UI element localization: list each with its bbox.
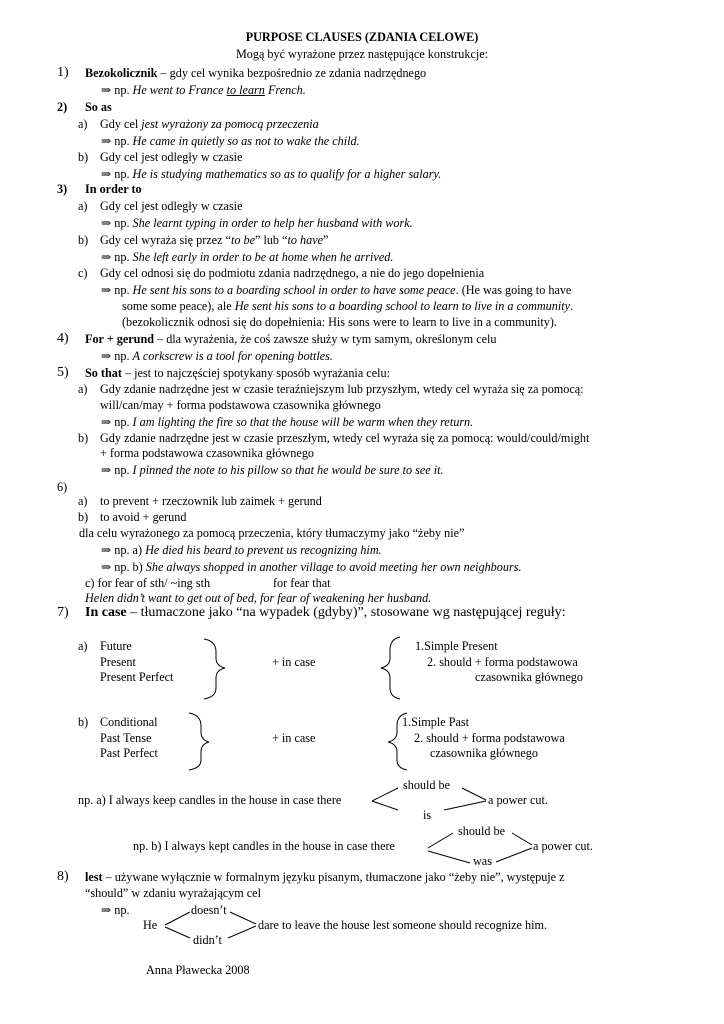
section-1-example: ⇒ np. He went to France to learn French.: [101, 83, 306, 97]
section-7a-right-1: 1.Simple Present: [415, 639, 498, 653]
section-7-example-a-bottom: is: [423, 808, 432, 822]
section-2-heading: So as: [85, 100, 112, 114]
section-7b-left-2: Past Tense: [100, 731, 152, 745]
section-7b-label: b): [78, 715, 89, 729]
line-lest-down: [165, 927, 190, 938]
line-lest-down-r: [228, 926, 256, 938]
brace-7a-left: [204, 639, 225, 699]
section-3b-example: ⇒ np. She left early in order to be at home when he arrived.: [101, 250, 394, 264]
section-2b-label: b): [78, 150, 89, 164]
section-2a-label: a): [78, 117, 88, 131]
section-7b-in-case: + in case: [272, 731, 316, 745]
line-b-up-r: [512, 833, 532, 845]
section-7a-label: a): [78, 639, 88, 653]
section-8-number: 8): [57, 869, 69, 884]
section-6a-label: a): [78, 494, 88, 508]
section-5b-text-1: Gdy zdanie nadrzędne jest w czasie przeszłym, wtedy cel wyraża się za pomocą: would/could/might: [100, 431, 590, 445]
section-7-example-b-bottom: was: [473, 854, 492, 868]
line-a-down-r: [444, 801, 486, 810]
line-a-up-r: [462, 788, 486, 800]
brace-7b-left: [189, 713, 209, 770]
section-5-heading: So that – jest to najczęściej spotykany sposób wyrażania celu:: [85, 366, 390, 380]
arrow-icon: ⇒: [101, 349, 112, 363]
section-3a-text: Gdy cel jest odległy w czasie: [100, 199, 243, 213]
arrow-icon: ⇒: [101, 83, 112, 97]
arrow-icon: ⇒: [101, 250, 112, 264]
section-7-example-a-end: a power cut.: [488, 793, 548, 807]
line-b-up: [428, 833, 453, 848]
section-6-number: 6): [57, 480, 68, 494]
section-7a-in-case: + in case: [272, 655, 316, 669]
arrow-icon: ⇒: [101, 903, 112, 917]
section-7-example-a-top: should be: [403, 778, 451, 792]
section-3c-example-3: (bezokolicznik odnosi się do dopełnienia: His sons were to learn to live in a community).: [122, 315, 557, 329]
section-5b-example: ⇒ np. I pinned the note to his pillow so that he would be sure to see it.: [101, 463, 444, 477]
section-3a-label: a): [78, 199, 88, 213]
arrow-icon: ⇒: [101, 283, 112, 297]
section-2b-text: Gdy cel jest odległy w czasie: [100, 150, 243, 164]
section-6c-text-2: for fear that: [273, 576, 331, 590]
arrow-icon: ⇒: [101, 216, 112, 230]
section-6-example-2: ⇒ np. b) She always shopped in another village to avoid meeting her own neighbours.: [101, 560, 522, 574]
section-8-heading: lest – używane wyłącznie w formalnym języku pisanym, tłumaczone jako “żeby nie”, występuje z: [85, 870, 565, 884]
section-3c-example-1: ⇒ np. He sent his sons to a boarding school in order to have some peace. (He was going to have: [101, 283, 572, 297]
section-7a-left-1: Future: [100, 639, 132, 653]
section-4-number: 4): [57, 331, 69, 346]
section-3-number: 3): [57, 182, 68, 196]
section-6b-label: b): [78, 510, 89, 524]
section-7a-right-2: 2. should + forma podstawowa: [427, 655, 578, 669]
section-5a-text-1: Gdy zdanie nadrzędne jest w czasie teraźniejszym lub przyszłym, wtedy cel wyraża się za pomocą:: [100, 382, 584, 396]
section-5a-example: ⇒ np. I am lighting the fire so that the house will be warm when they return.: [101, 415, 474, 429]
section-7-example-a: np. a) I always keep candles in the house in case there: [78, 793, 342, 807]
section-7a-left-3: Present Perfect: [100, 670, 174, 684]
section-7-number: 7): [57, 605, 69, 620]
section-8-example-top: doesn’t: [191, 903, 227, 917]
line-lest-up-r: [230, 912, 256, 924]
section-6a-text: to prevent + rzeczownik lub zaimek + gerund: [100, 494, 322, 508]
section-7b-left-1: Conditional: [100, 715, 158, 729]
arrow-icon: ⇒: [101, 560, 112, 574]
arrow-icon: ⇒: [101, 134, 112, 148]
page-title: PURPOSE CLAUSES (ZDANIA CELOWE): [245, 30, 479, 44]
section-5a-text-2: will/can/may + forma podstawowa czasownika głównego: [100, 398, 381, 412]
arrow-icon: ⇒: [101, 543, 112, 557]
section-5-number: 5): [57, 365, 69, 380]
line-a-up: [372, 788, 398, 801]
line-b-down-r: [496, 848, 532, 862]
section-7-example-b-end: a power cut.: [533, 839, 593, 853]
section-5b-label: b): [78, 431, 89, 445]
brace-7a-right: [381, 637, 400, 699]
section-8-example-rest: dare to leave the house lest someone should recognize him.: [258, 918, 548, 932]
section-7b-right-1: 1.Simple Past: [402, 715, 470, 729]
section-3b-text: Gdy cel wyraża się przez “to be” lub “to have”: [100, 233, 329, 247]
section-5a-label: a): [78, 382, 88, 396]
section-8-example-bottom: didn’t: [193, 933, 222, 947]
section-6c-text: c) for fear of sth/ ~ing sth: [85, 576, 211, 590]
section-3b-label: b): [78, 233, 89, 247]
section-8-description-2: “should” w zdaniu wyrażającym cel: [85, 886, 261, 900]
section-5b-text-2: + forma podstawowa czasownika głównego: [100, 446, 315, 460]
page-subtitle: Mogą być wyrażone przez następujące konstrukcje:: [235, 47, 489, 61]
section-7b-right-3: czasownika głównego: [430, 746, 538, 760]
section-7-example-b-top: should be: [458, 824, 506, 838]
section-3-heading: In order to: [85, 182, 142, 196]
section-4-heading: For + gerund – dla wyrażenia, że coś zawsze służy w tym samym, określonym celu: [85, 332, 497, 346]
section-1-number: 1): [57, 65, 69, 80]
section-7a-left-2: Present: [100, 655, 136, 669]
line-b-down: [428, 851, 470, 863]
section-6b-text: to avoid + gerund: [100, 510, 187, 524]
section-6c-example: Helen didn’t want to get out of bed, for fear of weakening her husband.: [85, 591, 432, 605]
section-6-description: dla celu wyrażonego za pomocą przeczenia, który tłumaczymy jako “żeby nie”: [79, 526, 465, 540]
section-2a-text: Gdy cel jest wyrażony za pomocą przeczenia: [100, 117, 319, 131]
section-7b-right-2: 2. should + forma podstawowa: [414, 731, 565, 745]
section-7b-left-3: Past Perfect: [100, 746, 158, 760]
section-6-example-1: ⇒ np. a) He died his beard to prevent us recognizing him.: [101, 543, 382, 557]
line-lest-up: [165, 912, 190, 925]
section-7-heading: In case – tłumaczone jako “na wypadek (gdyby)”, stosowane wg następującej reguły:: [85, 605, 566, 620]
section-7-example-b: np. b) I always kept candles in the house in case there: [133, 839, 395, 853]
section-8-example-he: He: [143, 918, 158, 932]
section-8-example-np: ⇒ np.: [101, 903, 130, 917]
section-2-number: 2): [57, 100, 68, 114]
arrow-icon: ⇒: [101, 167, 112, 181]
arrow-icon: ⇒: [101, 415, 112, 429]
section-1-heading: Bezokolicznik – gdy cel wynika bezpośrednio ze zdania nadrzędnego: [85, 66, 427, 80]
section-7a-right-3: czasownika głównego: [475, 670, 583, 684]
section-4-example: ⇒ np. A corkscrew is a tool for opening bottles.: [101, 349, 333, 363]
arrow-icon: ⇒: [101, 463, 112, 477]
footer-author: Anna Pławecka 2008: [146, 963, 250, 977]
section-3c-label: c): [78, 266, 88, 280]
line-a-down: [372, 801, 398, 810]
section-3c-text: Gdy cel odnosi się do podmiotu zdania nadrzędnego, a nie do jego dopełnienia: [100, 266, 485, 280]
section-3c-example-2: some some peace), ale He sent his sons to a boarding school to learn to live in a community.: [122, 299, 574, 313]
section-3a-example: ⇒ np. She learnt typing in order to help her husband with work.: [101, 216, 413, 230]
section-2a-example: ⇒ np. He came in quietly so as not to wake the child.: [101, 134, 360, 148]
section-2b-example: ⇒ np. He is studying mathematics so as to qualify for a higher salary.: [101, 167, 442, 181]
